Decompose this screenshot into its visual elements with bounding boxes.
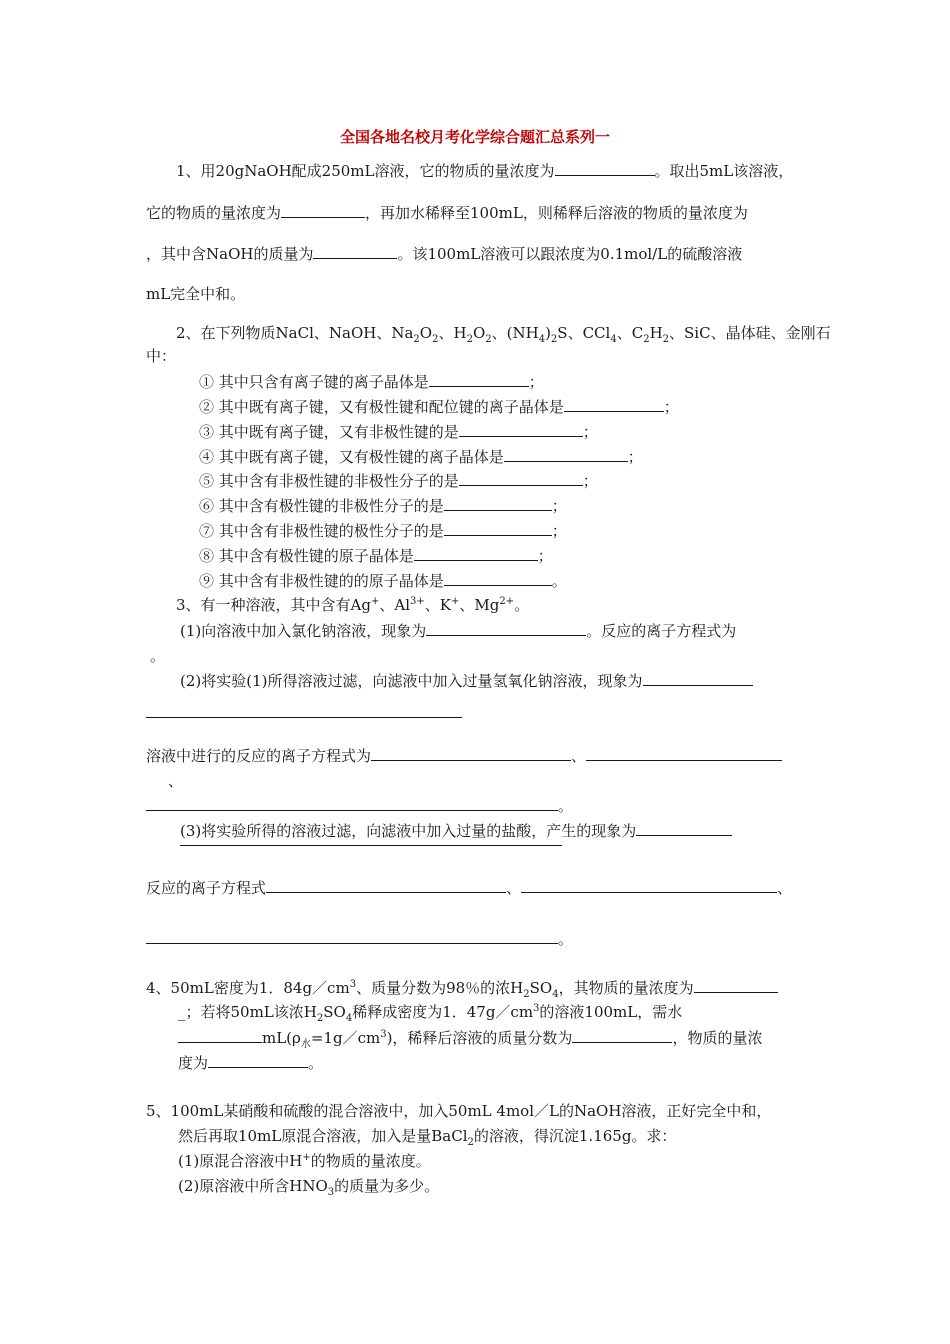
q3-part-3-last [146,928,573,949]
q2-item-8 [199,545,553,566]
q2-text: ) [545,324,551,342]
q4-text: SO [323,1003,346,1021]
item-end: ； [551,497,567,515]
q3-text: 、K [424,596,451,614]
document-title: 全国各地名校月考化学综合题汇总系列一 [339,128,610,146]
q3-text: (3)将实验所得的溶液过滤，向滤液中加入过量的盐酸，产生的现象为 [180,822,637,840]
item-text: ② 其中既有离子键，又有极性键和配位键的离子晶体是 [199,398,564,416]
q2-text: 、(NH [491,324,539,342]
q4-text: 。 [308,1054,324,1072]
item-text: ⑥ 其中含有极性键的非极性分子的是 [199,497,444,515]
q4-line-1 [146,977,778,998]
answer-blank[interactable] [521,877,777,893]
q1-line-3 [146,243,742,264]
answer-blank[interactable] [313,243,397,259]
q3-text: (1)向溶液中加入氯化钠溶液，现象为 [180,622,427,640]
superscript: 3 [349,979,357,990]
q1-text: 1、用20gNaOH配成250mL溶液，它的物质的量浓度为 [176,162,555,180]
answer-blank[interactable] [504,446,628,462]
q4-text: 度为 [178,1054,209,1072]
answer-blank[interactable] [178,1027,262,1043]
q3-text: 、Al [379,596,411,614]
q3-intro [176,595,529,615]
q3-text: 、Mg [459,596,500,614]
answer-blank[interactable] [555,160,655,176]
q3-part-1-end: 。 [150,647,166,665]
q3-text: 。 [558,930,574,948]
q5-text: 的溶液，得沉淀1.165g。求： [473,1127,677,1145]
q1-text: mL完全中和。 [146,285,246,303]
q2-text: 、SiC、晶体硅、金刚石 [669,324,831,342]
q3-text: (2)将实验(1)所得溶液过滤，向滤液中加入过量氢氧化钠溶液，现象为 [180,672,643,690]
superscript: + [450,596,460,607]
q4-text: mL(ρ [262,1029,301,1047]
subscript: 4 [552,989,559,1000]
subscript: 4 [610,334,617,345]
answer-blank[interactable] [146,795,558,811]
q2-item-7 [199,520,567,541]
q1-text: ，再加水稀释至100mL，则稀释后溶液的物质的量浓度为 [365,204,748,222]
answer-blank[interactable] [459,470,583,486]
subscript: 2 [413,334,420,345]
item-end: ； [528,373,544,391]
q4-text: 、质量分数为98％的浓H [356,979,524,997]
q3-part-2-sep: 、 [168,772,184,790]
q3-text: 。反应的离子方程式为 [586,622,737,640]
superscript: 2+ [499,596,515,607]
subscript: 2 [485,334,492,345]
item-end: ； [582,472,598,490]
q5-line-1: 5、100mL某硝酸和硫酸的混合溶液中，加入50mL 4mol／L的NaOH溶液，正好完全中和， [146,1102,772,1120]
q2-item-4 [199,446,643,467]
subscript: 2 [432,334,439,345]
item-text: ⑧ 其中含有极性键的原子晶体是 [199,547,414,565]
q2-intro [176,323,831,343]
q2-text: 、C [616,324,644,342]
superscript: 3 [533,1003,540,1014]
q2-item-1 [199,371,544,392]
q1-line-1 [176,160,793,181]
q3-part-2-eq [146,745,782,766]
q2-item-5 [199,470,598,491]
subscript: 2 [466,334,473,345]
q3-text: 、 [777,879,793,897]
item-text: ④ 其中既有离子键，又有极性键的离子晶体是 [199,448,504,466]
q2-text: H [649,324,663,342]
answer-blank[interactable] [643,670,753,686]
q4-line-3 [178,1027,762,1048]
answer-blank[interactable] [636,820,732,836]
q5-text: 然后再取10mL原混合溶液，加入是量BaCl [178,1127,468,1145]
q3-text: 、 [506,879,522,897]
q3-part-2 [180,670,753,691]
item-text: ① 其中只含有离子键的离子晶体是 [199,373,429,391]
q2-text: O [472,324,486,342]
subscript: 4 [538,334,546,345]
q2-item-3 [199,421,598,442]
subscript: 2 [662,334,670,345]
superscript: + [302,1152,311,1163]
q4-text: 的溶液100mL，需水 [539,1003,683,1021]
q4-text: 4、50mL密度为1．84g／cm [146,979,350,997]
q5-line-3 [178,1151,431,1171]
q3-text: 。 [514,596,530,614]
subscript: 2 [643,334,650,345]
answer-blank[interactable] [444,570,552,586]
answer-blank[interactable] [426,620,586,636]
q3-text: 溶液中进行的反应的离子方程式为 [146,747,372,765]
q4-text: )，稀释后溶液的质量分数为 [386,1029,573,1047]
q2-text: 、H [438,324,467,342]
answer-blank[interactable] [208,1052,308,1068]
q4-line-2 [178,1002,682,1022]
q3-text: 3、有一种溶液，其中含有Ag [176,596,371,614]
item-end: ； [537,547,553,565]
q1-text: 。该100mL溶液可以跟浓度为0.1mol/L的硫酸溶液 [397,245,743,263]
answer-blank[interactable] [414,545,538,561]
item-text: ⑤ 其中含有非极性键的非极性分子的是 [199,472,459,490]
q5-text: (1)原混合溶液中H [178,1152,303,1170]
superscript: 3 [380,1029,387,1040]
q3-part-1 [180,620,736,641]
q4-line-4 [178,1052,323,1073]
answer-line[interactable] [180,845,562,846]
q5-text: 的质量为多少。 [334,1177,440,1195]
item-end: ； [663,398,679,416]
q2-item-9 [199,570,567,591]
q5-line-2 [178,1126,676,1146]
q1-text: 它的物质的量浓度为 [146,204,282,222]
q3-text: 、 [571,747,587,765]
q1-text: ，其中含NaOH的质量为 [146,245,314,263]
answer-blank[interactable] [572,1027,672,1043]
item-end: ； [551,522,567,540]
q3-part-2-last [146,795,573,816]
q5-line-4 [178,1176,439,1196]
answer-line[interactable] [146,717,462,718]
answer-blank[interactable] [459,421,583,437]
item-end: 。 [551,572,567,590]
q2-intro-cont: 中： [146,347,177,365]
subscript: 水 [300,1039,311,1050]
q1-line-2 [146,202,748,223]
answer-blank[interactable] [281,202,365,218]
answer-blank[interactable] [371,745,571,761]
q2-item-6 [199,495,567,516]
q4-text: ，物质的量浓 [672,1029,763,1047]
answer-blank[interactable] [564,396,664,412]
q2-text: 2、在下列物质NaCl、NaOH、Na [176,324,414,342]
q4-text: SO [529,979,553,997]
subscript: 2 [316,1013,324,1024]
q4-text: _；若将50mL该浓H [178,1003,317,1021]
subscript: 4 [345,1013,353,1024]
answer-blank[interactable] [444,520,552,536]
answer-blank[interactable] [694,977,778,993]
answer-blank[interactable] [266,877,506,893]
item-text: ⑨ 其中含有非极性键的的原子晶体是 [199,572,444,590]
q3-part-3-eq [146,877,792,898]
answer-blank[interactable] [429,371,529,387]
item-end: ； [627,448,643,466]
item-text: ③ 其中既有离子键，又有非极性键的是 [199,423,459,441]
answer-blank[interactable] [146,928,558,944]
item-text: ⑦ 其中含有非极性键的极性分子的是 [199,522,444,540]
q4-text: =1g／cm [310,1029,381,1047]
q2-item-2 [199,396,679,417]
superscript: 3+ [410,596,425,607]
q1-line-4 [146,284,245,304]
subscript: 2 [523,989,530,1000]
q2-text: S、CCl [557,324,611,342]
subscript: 2 [550,334,558,345]
q3-part-3 [180,820,732,841]
q1-text: 。取出5mL该溶液， [654,162,794,180]
answer-blank[interactable] [444,495,552,511]
item-end: ； [582,423,598,441]
q3-text: 。 [558,797,574,815]
superscript: + [370,596,380,607]
subscript: 3 [327,1187,335,1198]
q2-text: O [419,324,433,342]
subscript: 2 [467,1137,474,1148]
q4-text: 稀释成密度为1．47g／cm [352,1003,534,1021]
answer-blank[interactable] [586,745,782,761]
q5-text: 的物质的量浓度。 [310,1152,431,1170]
q3-text: 反应的离子方程式 [146,879,267,897]
q4-text: ，其物质的量浓度为 [558,979,694,997]
q5-text: (2)原溶液中所含HNO [178,1177,328,1195]
